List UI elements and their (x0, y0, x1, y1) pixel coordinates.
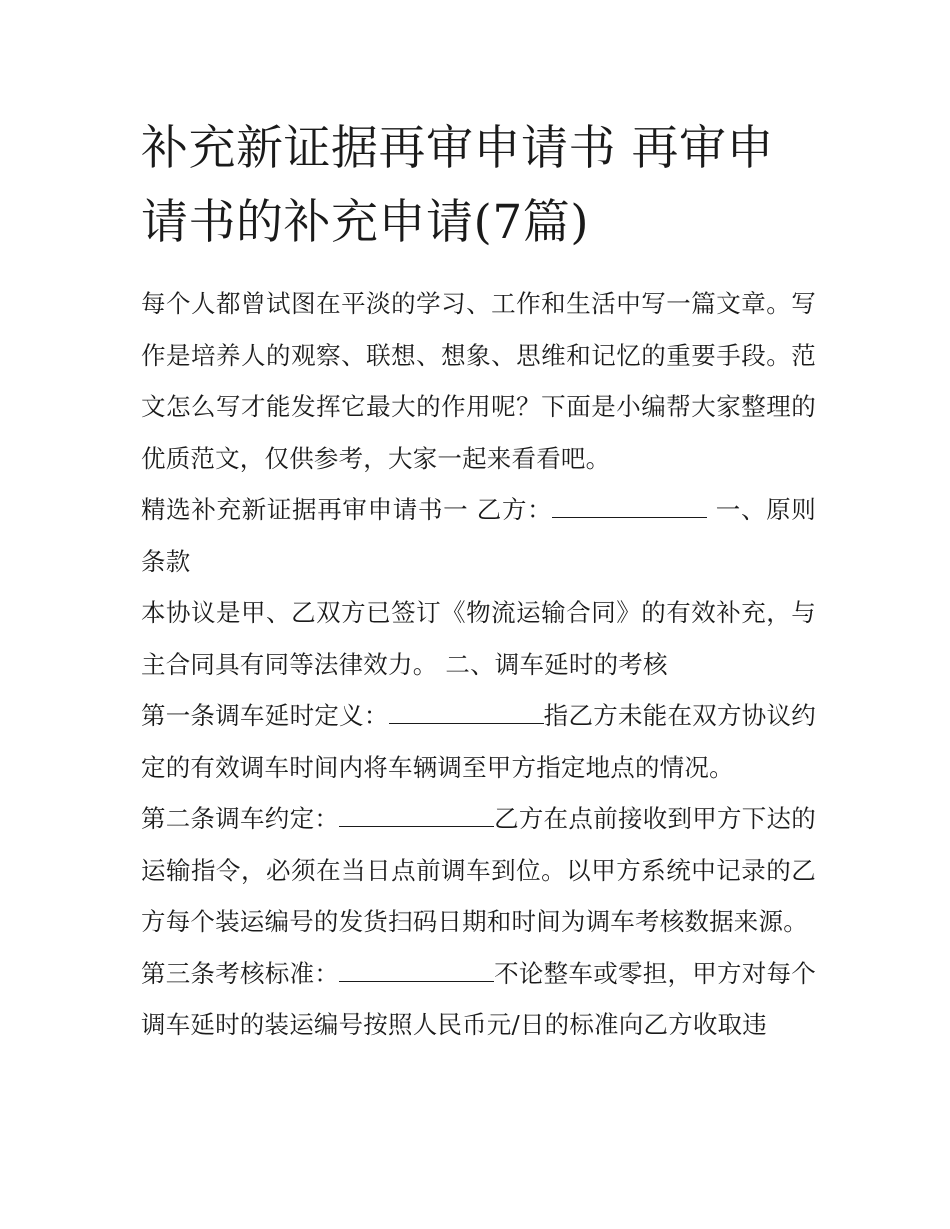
document-page (141, 112, 816, 1051)
party-b-blank (552, 495, 707, 518)
article-1-blank (389, 701, 544, 724)
document-title: 补充新证据再审申请书 再审申请书的补充申请(7篇) (141, 121, 774, 250)
article-2-text: 乙方在点前接收到甲方下达的运输指令，必须在当日点前调车到位。以甲方系统中记录的乙方每个装运编号的发货扫码日期和时间为调车考核数据来源。 (141, 804, 816, 936)
article-3 (141, 948, 816, 1051)
section-1-heading (141, 484, 816, 587)
document-body (141, 278, 816, 1051)
article-2 (141, 793, 816, 948)
article-1-text: 指乙方未能在双方协议约定的有效调车时间内将车辆调至甲方指定地点的情况。 (141, 701, 817, 782)
article-3-blank (339, 959, 494, 982)
article-2-blank (339, 804, 494, 827)
article-3-text: 不论整车或零担，甲方对每个调车延时的装运编号按照人民币元/日的标准向乙方收取违 (141, 958, 816, 1039)
intro-paragraph: 每个人都曾试图在平淡的学习、工作和生活中写一篇文章。写作是培养人的观察、联想、想象、思维和记忆的重要手段。范文怎么写才能发挥它最大的作用呢？下面是小编帮大家整理的优质范文，仅供参考，大家一起来看看吧。 (141, 289, 816, 473)
agreement-paragraph: 本协议是甲、乙双方已签订《物流运输合同》的有效补充，与主合同具有同等法律效力。 二、调车延时的考核 (141, 598, 816, 679)
article-2-lead: 第二条调车约定： (141, 804, 340, 833)
article-3-lead: 第三条考核标准： (141, 958, 340, 988)
section-1-lead: 精选补充新证据再审申请书一 乙方： (141, 495, 553, 524)
section-1-tail: 一、原则条款 (141, 495, 816, 576)
article-1-lead: 第一条调车延时定义： (141, 701, 389, 730)
article-1 (141, 690, 816, 793)
